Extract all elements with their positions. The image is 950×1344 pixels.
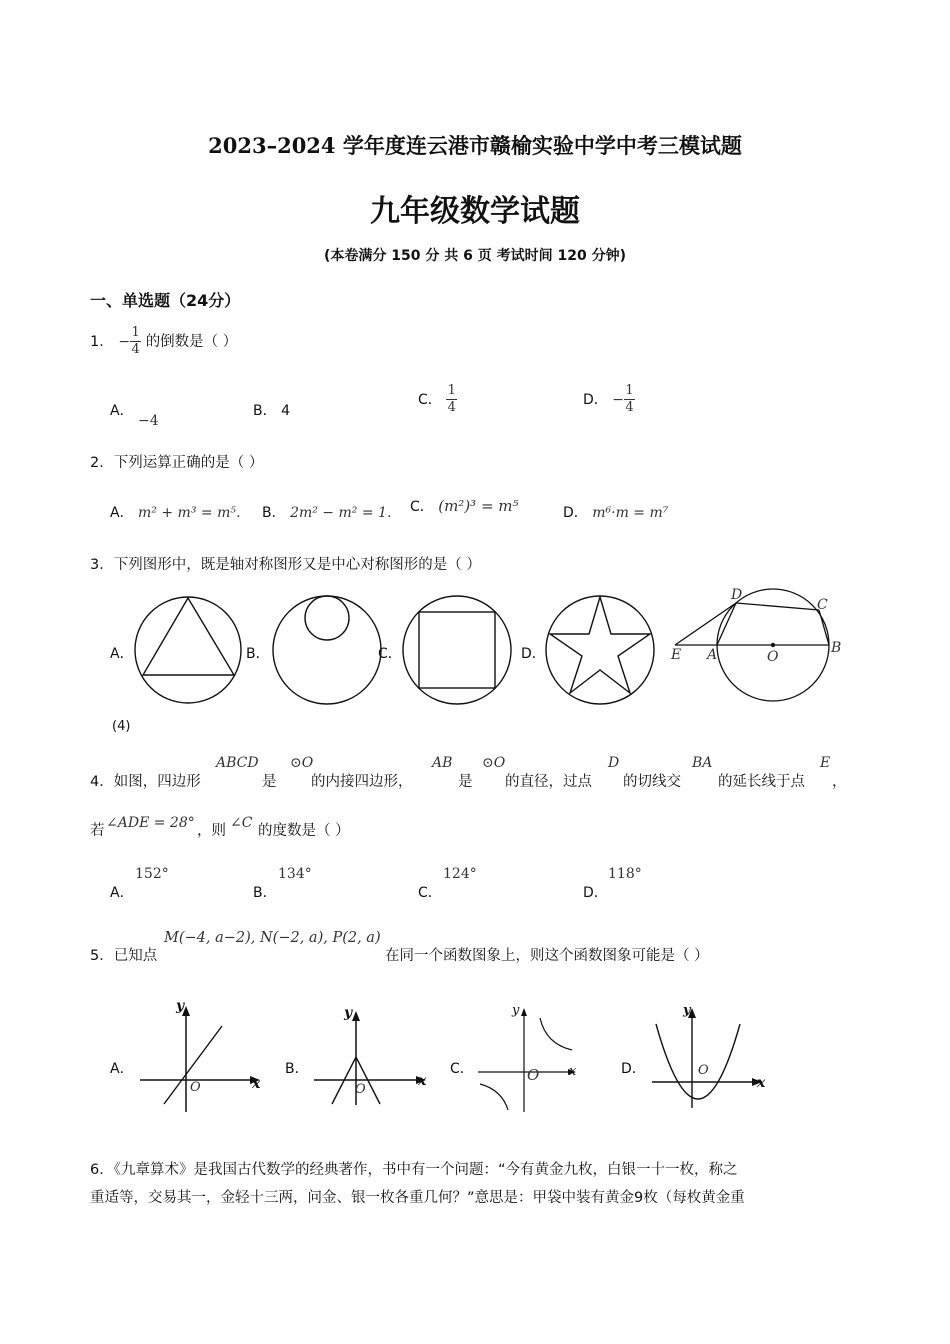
q2-d-value: m⁶·m = m⁷ [592, 505, 669, 521]
q4-d-value: 118° [608, 866, 642, 882]
q1-option-a [110, 400, 159, 429]
q4-t5: 的切线交 [623, 774, 681, 790]
q4-m6: BA [692, 755, 713, 771]
q1-d-numerator: 1 [625, 383, 634, 398]
q1-numerator: 1 [131, 325, 140, 340]
q5-graph-d [648, 1004, 773, 1114]
section-title: 一、单选题（24分） [90, 291, 241, 310]
q1-sign: − [118, 333, 131, 350]
q4-m1: ABCD [216, 755, 259, 771]
q4-l2-m2: ∠C [230, 815, 253, 831]
q4-l2-m1: ∠ADE = 28° [106, 815, 195, 831]
q5-c-label: C． [450, 1061, 474, 1077]
q2-option-d [563, 502, 668, 522]
q6-line-2: 重适等，交易其一，金轻十三两，问金、银一枚各重几何？”意思是：甲袋中装有黄金9枚（每枚黄金重 [90, 1190, 745, 1206]
point-d-label: D [731, 587, 743, 603]
q2-d-label: D． [563, 505, 588, 521]
q5-c-y: y [512, 1003, 520, 1018]
q4-t2: 的内接四边形， [311, 774, 413, 790]
q3-option-d-label: D． [521, 646, 546, 662]
q1-c-numerator: 1 [447, 383, 456, 398]
q4-m4: ⊙O [482, 755, 506, 771]
q5-graph-b [312, 1007, 437, 1107]
q5-d-origin: O [698, 1063, 709, 1078]
q4-t6: 的延长线于点 [718, 774, 805, 790]
q5-number: 5．已知点 [90, 948, 158, 964]
q5-c-x: x [569, 1064, 577, 1079]
q3-figure-c [402, 594, 514, 706]
q1-d-label: D． [583, 391, 608, 408]
point-a-label: A [707, 647, 718, 663]
q5-d-x: x [757, 1075, 766, 1091]
q2-option-b [262, 502, 401, 522]
q4-l2-t2: ，则 [197, 823, 226, 839]
q5-d-label: D． [621, 1061, 646, 1077]
exam-info: (本卷满分 150 分 共 6 页 考试时间 120 分钟) [324, 248, 626, 264]
q4-number: 4．如图，四边形 [90, 774, 201, 790]
q4-c-label: C． [418, 885, 442, 901]
q5-c-origin: O [527, 1066, 540, 1084]
q1-b-label: B． [253, 403, 277, 419]
q4-t3: 是 [458, 774, 473, 790]
q1-denominator: 4 [131, 342, 140, 358]
q5-graph-c [476, 1004, 586, 1114]
q1-d-denominator: 4 [625, 400, 634, 416]
q1-text: 的倒数是（ ） [145, 333, 238, 350]
q4-c-value: 124° [443, 866, 477, 882]
q4-b-label: B． [253, 885, 277, 901]
q1-fraction [130, 326, 141, 358]
q1-d-fraction [624, 384, 635, 416]
q3-option-a-label: A． [110, 646, 134, 662]
school-title: 2023–2024 学年度连云港市赣榆实验中学中考三模试题 [208, 133, 742, 158]
q2-b-label: B． [262, 505, 286, 521]
question-1 [90, 326, 237, 358]
q5-a-x: x [252, 1076, 261, 1092]
q1-number: 1． [90, 333, 114, 350]
point-b-label: B [831, 640, 842, 656]
q3-figure-d [545, 594, 657, 706]
q4-l2-t3: 的度数是（ ） [258, 823, 350, 839]
q4-t1: 是 [262, 774, 277, 790]
figure-caption: (4) [112, 719, 131, 734]
q4-m2: ⊙O [290, 755, 314, 771]
q1-b-value: 4 [281, 403, 290, 419]
q2-c-label: C． [410, 499, 434, 515]
q5-text: 在同一个函数图象上，则这个函数图象可能是（ ） [385, 948, 709, 964]
q4-t7: ， [832, 774, 847, 790]
q5-points: M(−4, a−2), N(−2, a), P(2, a) [164, 930, 381, 946]
q3-option-c-label: C． [378, 646, 402, 662]
q1-c-denominator: 4 [447, 400, 456, 416]
q5-graph-a [138, 1000, 268, 1115]
q4-m3: AB [432, 755, 453, 771]
exam-title: 九年级数学试题 [370, 194, 580, 229]
q1-option-d [583, 384, 635, 416]
question-2: 2．下列运算正确的是（ ） [90, 455, 264, 471]
question-3: 3．下列图形中，既是轴对称图形又是中心对称图形的是（ ） [90, 557, 481, 573]
q4-b-value: 134° [278, 866, 312, 882]
q4-a-label: A． [110, 885, 134, 901]
q3-option-b-label: B． [246, 646, 270, 662]
q1-c-label: C． [418, 391, 442, 408]
q1-a-label: A． [110, 403, 134, 419]
q5-b-y: y [344, 1005, 353, 1021]
q5-a-origin: O [190, 1080, 201, 1095]
q1-d-sign: − [612, 391, 624, 408]
q5-b-x: x [418, 1073, 427, 1089]
point-o-label: O [767, 649, 779, 665]
q5-b-origin: O [355, 1082, 366, 1097]
q4-m7: E [820, 755, 831, 771]
q6-line-1: 6．《九章算术》是我国古代数学的经典著作，书中有一个问题：“今有黄金九枚，白银一十一枚，称之 [90, 1162, 738, 1178]
q1-a-value: −4 [138, 413, 159, 429]
q3-figure-b [272, 594, 384, 706]
q4-d-label: D． [583, 885, 608, 901]
q2-option-a [110, 502, 250, 522]
q4-t4: 的直径，过点 [505, 774, 592, 790]
q5-a-y: y [176, 998, 185, 1014]
q2-a-label: A． [110, 505, 134, 521]
q4-a-value: 152° [135, 866, 169, 882]
point-c-label: C [817, 597, 828, 613]
q5-b-label: B． [285, 1061, 309, 1077]
q5-a-label: A． [110, 1061, 134, 1077]
q2-c-value: (m²)³ = m⁵ [438, 497, 519, 515]
q3-figure-a [133, 595, 245, 707]
q5-d-y: y [683, 1003, 691, 1018]
q4-l2-t1: 若 [90, 823, 105, 839]
q1-option-c [418, 384, 457, 416]
q1-c-fraction [446, 384, 457, 416]
q2-a-value: m² + m³ = m⁵． [138, 505, 250, 521]
q4-m5: D [608, 755, 620, 771]
q2-b-value: 2m² − m² = 1． [290, 505, 401, 521]
q1-option-b [253, 400, 290, 420]
q2-option-c [410, 496, 519, 516]
point-e-label: E [671, 647, 682, 663]
